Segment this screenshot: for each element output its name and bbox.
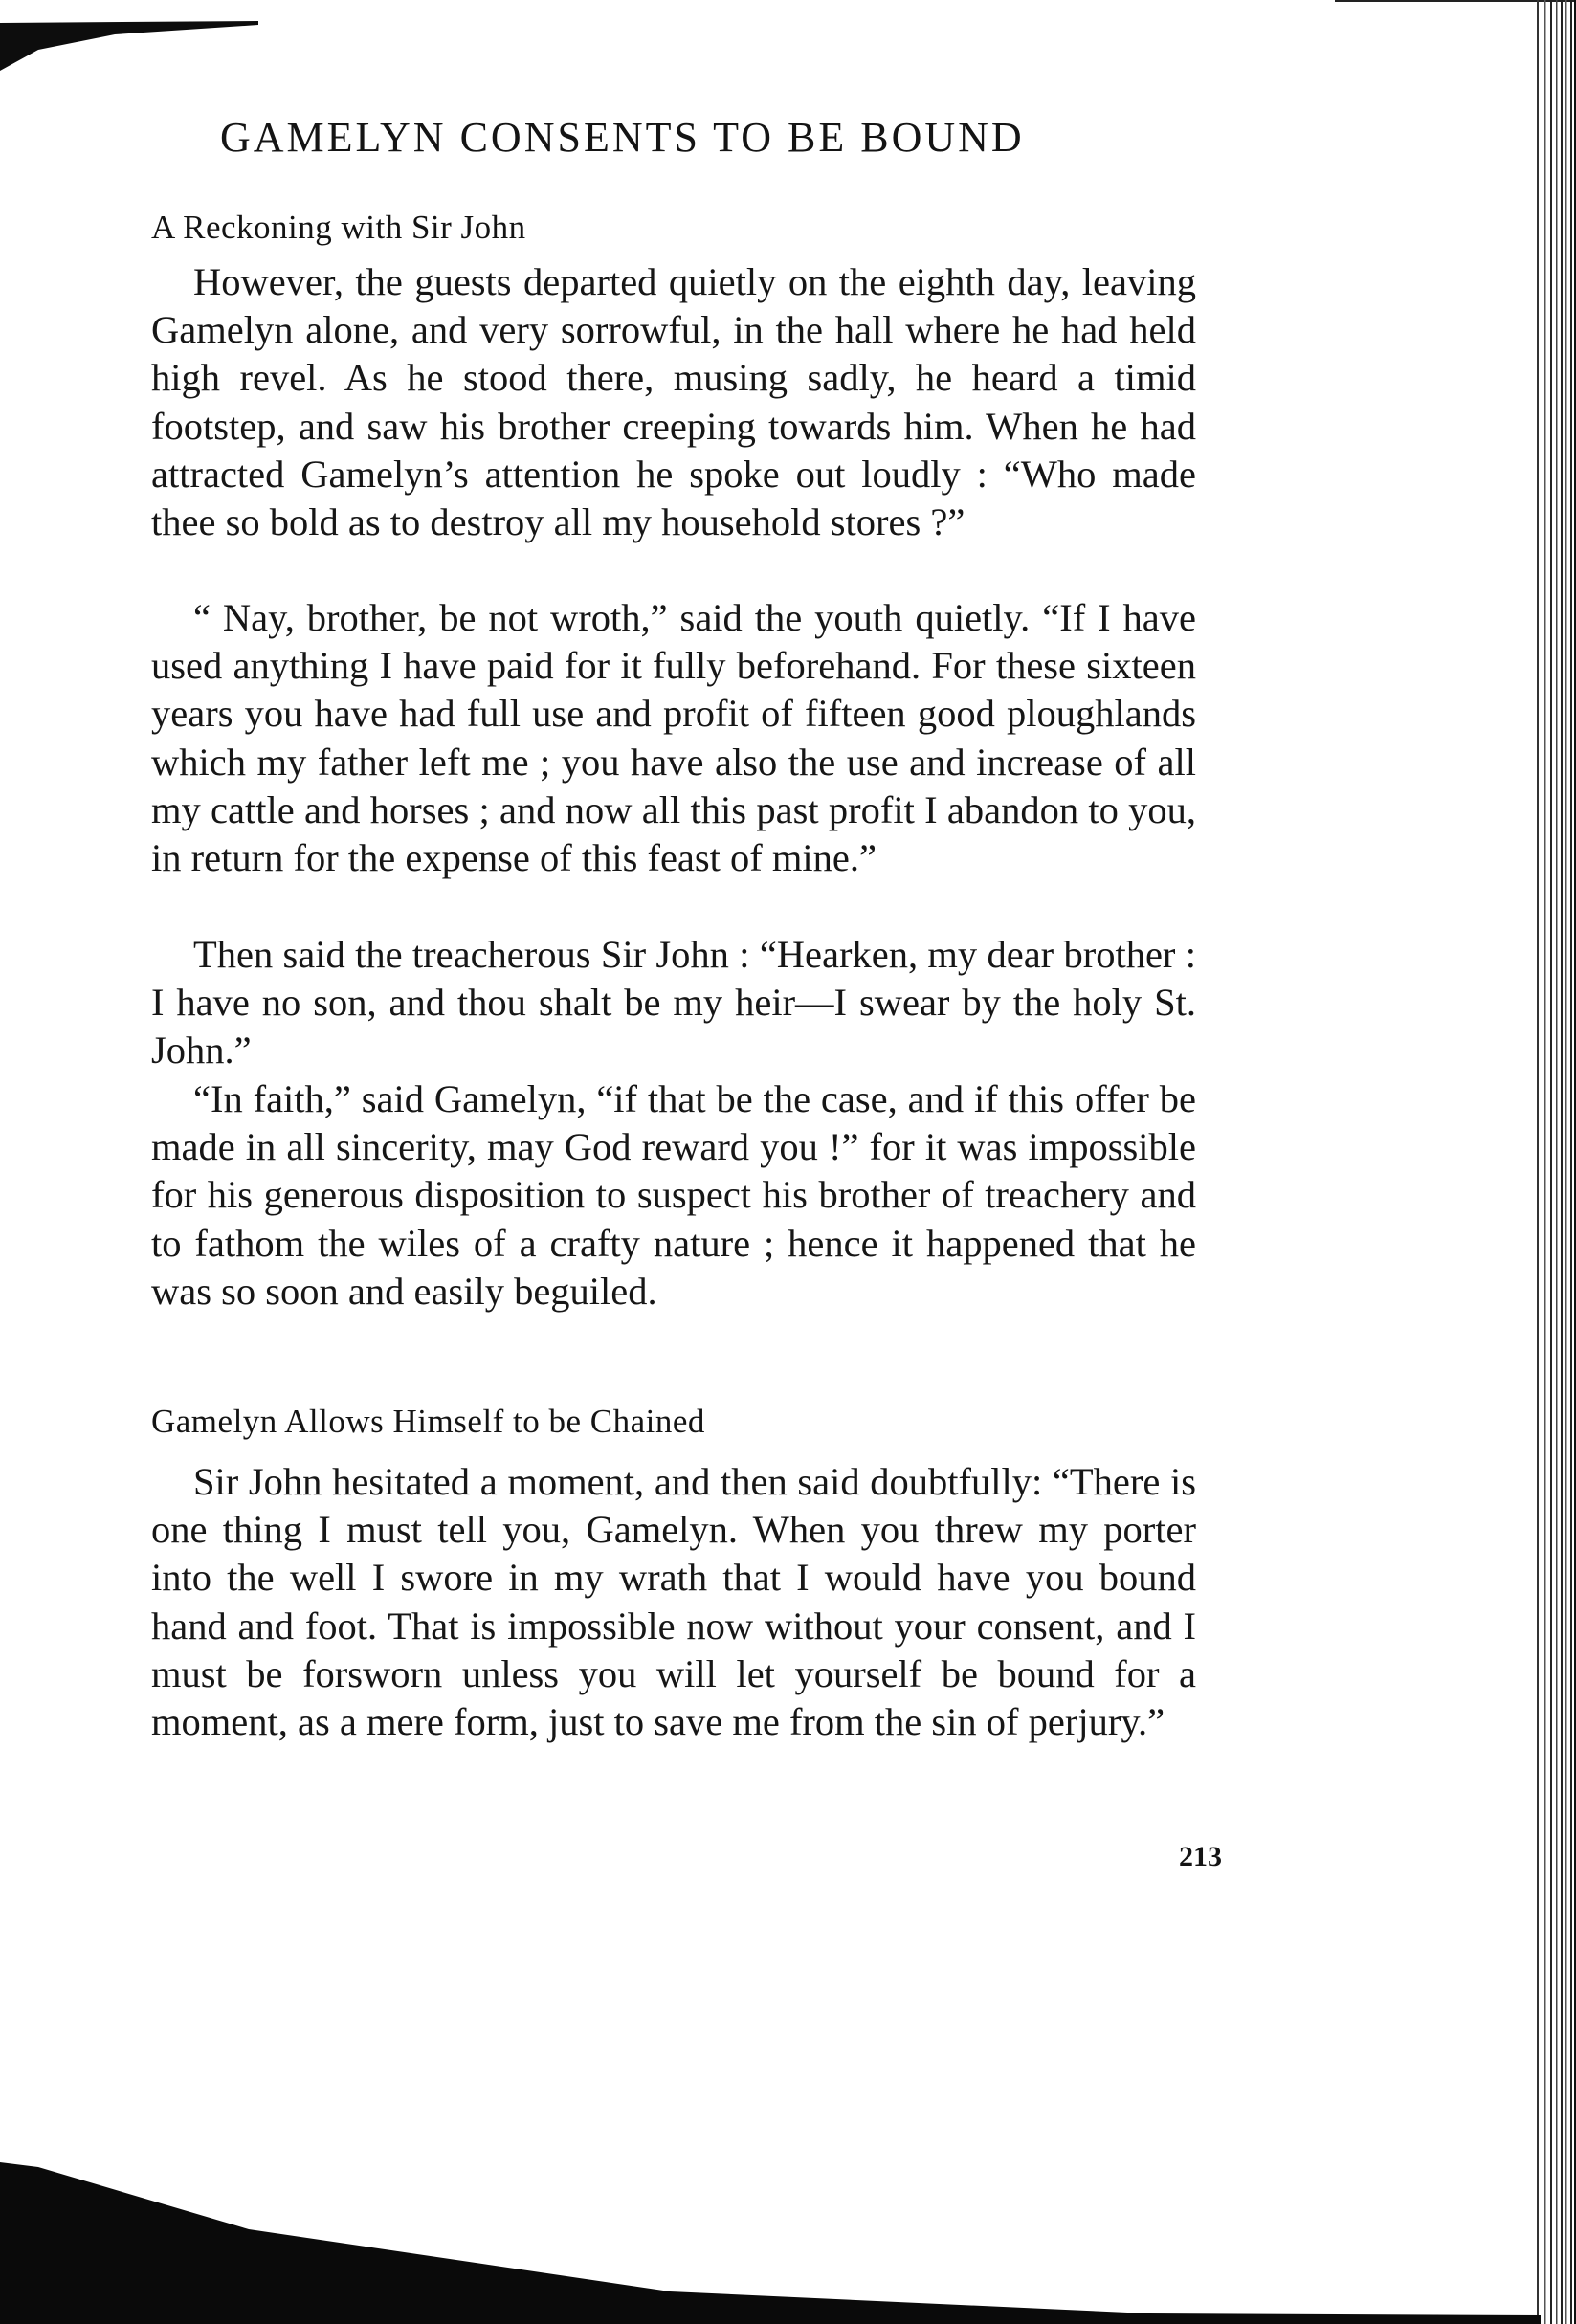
running-head: GAMELYN CONSENTS TO BE BOUND	[220, 114, 1025, 161]
scan-shadow-bottom	[0, 2162, 1576, 2324]
paragraph: Sir John hesitated a moment, and then said doubtfully: “There is one thing I must tell you, Gamelyn. When you threw my porter into the well I swore in my wrath that I would have you bound hand and foot. That is impossible now without your consent, and I must be forsworn unless you will let yourself be bound for a moment, as a mere form, just to save me from the sin of perjury.”	[151, 1460, 1196, 1744]
page-number: 213	[1179, 1841, 1222, 1872]
section-heading: Gamelyn Allows Himself to be Chained	[151, 1403, 705, 1440]
scan-shadow-top-left	[0, 21, 258, 71]
paragraph: Then said the treacherous Sir John : “Hearken, my dear brother : I have no son, and thou shalt be my heir—I swear by the holy St. John.”	[151, 933, 1196, 1073]
section-heading: A Reckoning with Sir John	[151, 209, 526, 246]
paragraph: However, the guests departed quietly on the eighth day, leaving Gamelyn alone, and very sorrowful, in the hall where he had held high revel. As he stood there, musing sadly, he heard a timid footstep, and saw his brother creeping towards him. When he had attracted Gamelyn’s attention he spoke out loudly : “Who made thee so bold as to destroy all my household stores ?”	[151, 260, 1196, 544]
paragraph: “ Nay, brother, be not wroth,” said the youth quietly. “If I have used anything I have paid for it fully beforehand. For these sixteen years you have had full use and profit of fifteen good ploughlands which my father left me ; you have also the use and increase of all my cattle and horses ; and now all this past profit I abandon to you, in return for the expense of this feast of mine.”	[151, 596, 1196, 880]
paragraph: “In faith,” said Gamelyn, “if that be the case, and if this offer be made in all sincerity, may God reward you !” for it was impossible for his generous disposition to suspect his brother of treachery and to fathom the wiles of a crafty nature ; hence it happened that he was so soon and easily beguiled.	[151, 1077, 1196, 1313]
scan-edge-right	[1531, 0, 1576, 2324]
